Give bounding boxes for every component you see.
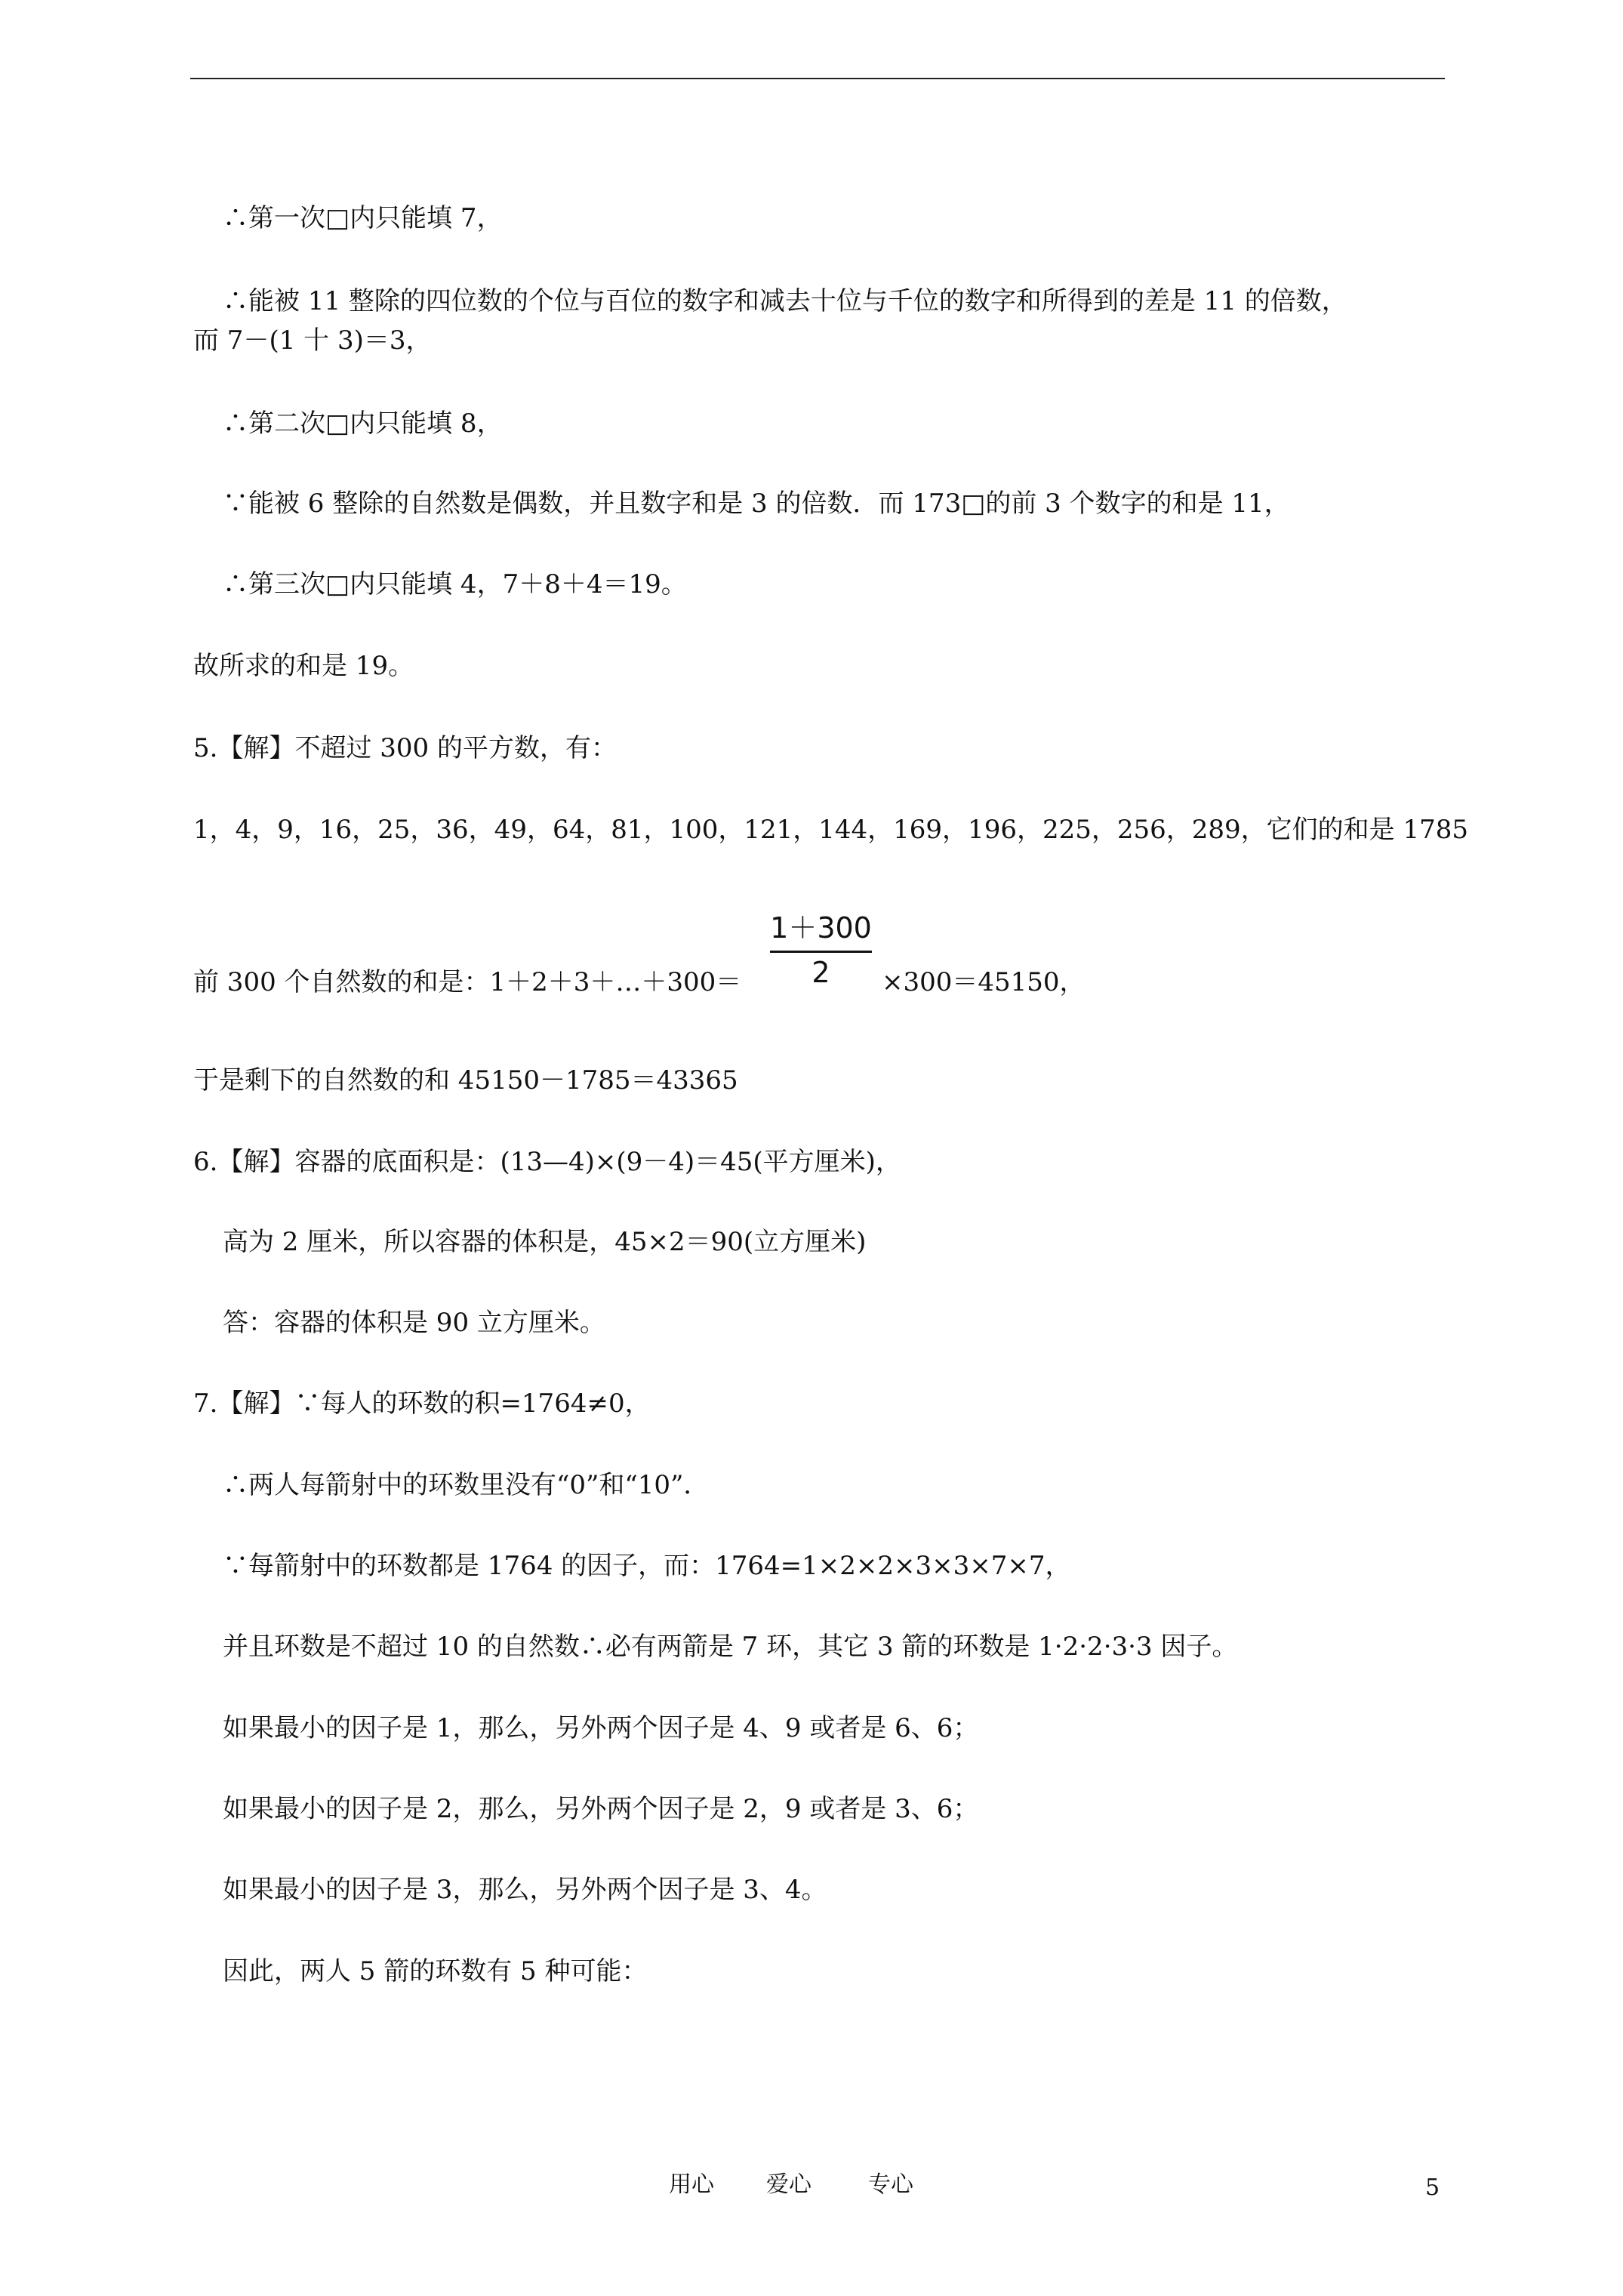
header-rule xyxy=(190,78,1445,79)
text-line-18: ∵每箭射中的环数都是 1764 的因子，而：1764=1×2×2×3×3×7×7， xyxy=(223,1551,1071,1581)
fraction-denominator: 2 xyxy=(812,956,830,989)
fraction-bar xyxy=(770,951,872,953)
footer-item-3: 专心 xyxy=(868,2171,913,2198)
text-line-9: 1，4，9，16，25，36，49，64，81，100，121，144，169，196，225，256，289，它们的和是 1785 xyxy=(193,815,1468,845)
footer-item-1: 用心 xyxy=(669,2171,714,2198)
fraction xyxy=(770,910,872,989)
page-number: 5 xyxy=(1425,2174,1440,2201)
text-line-17: ∴两人每箭射中的环数里没有“0”和“10”． xyxy=(223,1470,710,1500)
formula-right: ×300＝45150， xyxy=(882,967,1086,997)
fraction-numerator: 1＋300 xyxy=(770,911,872,945)
text-line-23: 因此，两人 5 箭的环数有 5 种可能： xyxy=(223,1956,648,1986)
text-line-12: 于是剩下的自然数的和 45150－1785＝43365 xyxy=(193,1065,738,1096)
text-line-1: ∴第一次□内只能填 7， xyxy=(223,203,503,233)
text-line-20: 如果最小的因子是 1，那么，另外两个因子是 4、9 或者是 6、6； xyxy=(223,1713,979,1743)
text-line-6: ∴第三次□内只能填 4，7＋8＋4＝19。 xyxy=(223,569,687,599)
text-line-16: 7.【解】∵每人的环数的积=1764≠0， xyxy=(193,1388,651,1419)
text-line-5: ∵能被 6 整除的自然数是偶数，并且数字和是 3 的倍数．而 173□的前 3 个数字的和是 11， xyxy=(223,488,1290,519)
text-line-3: 而 7－(1 十 3)＝3， xyxy=(193,325,432,356)
footer-item-2: 爱心 xyxy=(766,2171,812,2198)
formula-left: 前 300 个自然数的和是：1＋2＋3＋…＋300＝ xyxy=(193,967,742,997)
text-line-14: 高为 2 厘米，所以容器的体积是，45×2＝90(立方厘米) xyxy=(223,1227,867,1257)
text-line-2: ∴能被 11 整除的四位数的个位与百位的数字和减去十位与千位的数字和所得到的差是 11 的倍数， xyxy=(223,286,1347,316)
text-line-22: 如果最小的因子是 3，那么，另外两个因子是 3、4。 xyxy=(223,1875,827,1905)
text-line-21: 如果最小的因子是 2，那么，另外两个因子是 2，9 或者是 3、6； xyxy=(223,1794,979,1824)
text-line-4: ∴第二次□内只能填 8， xyxy=(223,408,503,439)
text-line-8: 5.【解】不超过 300 的平方数，有： xyxy=(193,733,617,763)
text-line-13: 6.【解】容器的底面积是：(13—4)×(9－4)＝45(平方厘米)， xyxy=(193,1147,901,1177)
text-line-19: 并且环数是不超过 10 的自然数∴必有两箭是 7 环，其它 3 箭的环数是 1·2·2·3·3 因子。 xyxy=(223,1632,1238,1662)
text-line-15: 答：容器的体积是 90 立方厘米。 xyxy=(223,1308,605,1338)
text-line-7: 故所求的和是 19。 xyxy=(193,651,414,681)
